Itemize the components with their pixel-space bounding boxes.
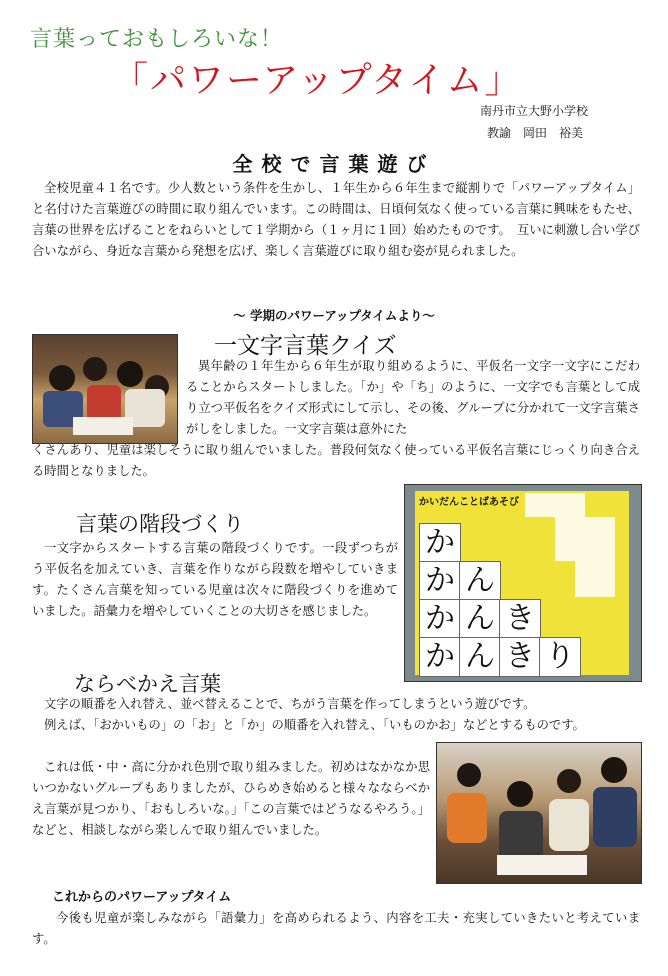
poster-cell: ん [459,637,501,677]
poster-cell: か [419,523,461,563]
section3-para3: これは低・中・高に分かれ色別で取り組みました。初めはなかなか思いつかないグループもありましたが、ひらめき始めると様々なならべかえ言葉が見つかり、「おもしろいな。」「この言葉ではどうなるやろう。」などと、相談しながら楽しんで取り組んでいました。 [32,760,430,837]
poster-cell: り [539,637,581,677]
school-name: 南丹市立大野小学校 [480,104,589,118]
section1-body: 異年齢の１年生から６年生が取り組めるように、平仮名一文字一文字にこだわることからスタートしました。「か」や「ち」のように、一文字でも言葉として成り立つ平仮名をクイズ形式にして示し、その後、グループに分かれて一文字言葉さがしをしました。一文字言葉は意外にた [186,359,640,436]
poster-cell: き [499,637,541,677]
section-subtitle: ～ 学期のパワーアップタイムより～ [233,308,435,323]
section2-heading: 言葉の階段づくり [76,512,244,536]
poster-cell: き [499,599,541,639]
section4-heading: これからのパワーアップタイム [52,890,232,905]
section2-body: 一文字からスタートする言葉の階段づくりです。一段ずつちがう平仮名を加えていき、言葉を作りながら段数を増やしていきます。たくさん言葉を知っている児童は次々に階段づくりを進めていました。語彙力を増やしていくことの大切さを感じました。 [32,541,398,618]
section3-para1: 文字の順番を入れ替え、並べ替えることで、ちがう言葉を作ってしまうという遊びです。 [44,697,536,711]
author-name: 教諭 岡田 裕美 [487,126,584,140]
article-title: 全校で言葉遊び [232,152,436,176]
photo-children-group [436,742,642,884]
section3-para2: 例えば、「おかいもの」の「お」と「か」の順番を入れ替え、「いものかお」などとするものです。 [44,718,585,732]
intro-paragraph: 全校児童４１名です。少人数という条件を生かし、１年生から６年生まで縦割りで「パワーアップタイム」と名付けた言葉遊びの時間に取り組んでいます。この時間は、日頃何気なく使っている言葉に興味をもたせ、言葉の世界を広げることをねらいとして１学期から（１ヶ月に１回）始めたものです。 互いに刺激し合い学び合いながら、身近な言葉から発想を広げ、楽しく言葉遊びに取り組む姿が見られました。 [32,181,640,258]
poster-cell: ん [459,561,501,601]
section1-heading: 一文字言葉クイズ [214,333,397,359]
poster-cell: か [419,599,461,639]
headline-title: 「パワーアップタイム」 [112,60,523,101]
section4-body: 今後も児童が楽しみながら「語彙力」を高められるよう、内容を工夫・充実していきたいと考えています。 [32,911,640,946]
poster-cell: ん [459,599,501,639]
poster-cell: か [419,637,461,677]
section1-body-cont: くさんあり、児童は楽しそうに取り組んでいました。普段何気なく使っている平仮名言葉にじっくり向き合える時間となりました。 [32,443,640,478]
kicker-title: 言葉っておもしろいな！ [30,27,284,52]
photo-word-staircase-poster [404,484,642,682]
section3-heading: ならべかえ言葉 [74,672,221,696]
poster-title: かいだんことばあそび [419,497,519,508]
photo-children-quiz [32,334,178,444]
poster-cell: か [419,561,461,601]
